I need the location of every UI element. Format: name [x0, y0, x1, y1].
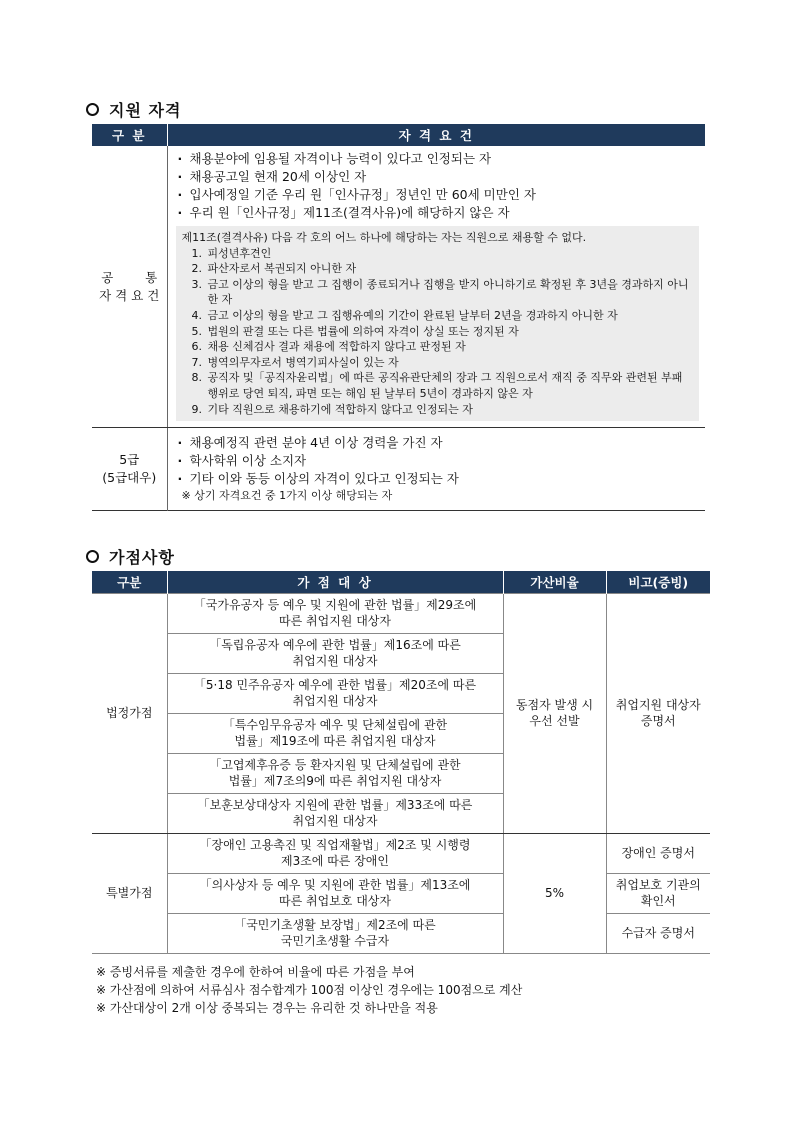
table-row	[92, 833, 710, 873]
list-item: 5. 법원의 판결 또는 다른 법률에 의하여 자격이 상실 또는 정지된 자	[191, 324, 519, 338]
special-target-cell: 「의사상자 등 예우 및 지원에 관한 법률」제13조에 따른 취업보호 대상자	[167, 873, 503, 913]
common-bullet-list	[176, 150, 700, 222]
bonus-header-row	[92, 571, 710, 593]
legal-target-cell: 「5·18 민주유공자 예우에 관한 법률」제20조에 따른 취업지원 대상자	[167, 673, 503, 713]
list-item: 1. 피성년후견인	[191, 246, 272, 260]
list-item: 6. 채용 신체검사 결과 채용에 적합하지 않다고 판정된 자	[191, 340, 466, 354]
legal-target-cell: 「고엽제후유증 등 환자지원 및 단체설립에 관한 법률」제7조의9에 따른 취업지원 대상자	[167, 753, 503, 793]
special-rate-cell: 5%	[503, 833, 606, 953]
grade5-requirements-row	[92, 428, 705, 511]
section-title-text: 가점사항	[109, 548, 175, 567]
list-item: · 기타 이와 동등 이상의 자격이 있다고 인정되는 자	[176, 470, 700, 488]
table-row	[92, 873, 710, 913]
legal-target-cell: 「특수임무유공자 예우 및 단체설립에 관한 법률」제19조에 따른 취업지원 대상자	[167, 713, 503, 753]
section-title-eligibility	[86, 98, 181, 121]
list-item: · 학사학위 이상 소지자	[176, 452, 700, 470]
legal-proof-cell: 취업지원 대상자 증명서	[606, 593, 710, 833]
special-target-cell: 「국민기초생활 보장법」제2조에 따른 국민기초생활 수급자	[167, 913, 503, 953]
header-target: 가 점 대 상	[167, 571, 503, 593]
list-item: · 우리 원「인사규정」제11조(결격사유)에 해당하지 않은 자	[176, 204, 700, 222]
header-category: 구분	[92, 571, 167, 593]
common-requirements-cell	[167, 146, 705, 428]
disqualification-article-box	[176, 226, 700, 421]
header-requirements: 자 격 요 건	[167, 124, 705, 146]
grade5-category-cell: 5급 (5급대우)	[92, 428, 167, 511]
grade5-bullet-list	[176, 434, 700, 488]
list-item: 3. 금고 이상의 형을 받고 그 집행이 종료되거나 집행을 받지 아니하기로 확정된 후 3년을 경과하지 아니한 자	[191, 277, 689, 307]
list-item: · 채용분야에 임용될 자격이나 능력이 있다고 인정되는 자	[176, 150, 700, 168]
legal-target-cell: 「독립유공자 예우에 관한 법률」제16조에 따른 취업지원 대상자	[167, 633, 503, 673]
list-item: · 입사예정일 기준 우리 원「인사규정」정년인 만 60세 미만인 자	[176, 186, 700, 204]
section-title-text: 지원 자격	[109, 101, 182, 120]
special-proof-cell: 취업보호 기관의 확인서	[606, 873, 710, 913]
list-item: · 채용공고일 현재 20세 이상인 자	[176, 168, 700, 186]
list-item: 9. 기타 직원으로 채용하기에 적합하지 않다고 인정되는 자	[191, 402, 473, 416]
list-item: 8. 공직자 및「공직자윤리법」에 따른 공직유관단체의 장과 그 직원으로서 재직 중 직무와 관련된 부패 행위로 당연 퇴직, 파면 또는 해임 된 날부터 5년이 경과하지 않은 자	[191, 371, 683, 400]
common-category-cell: 공 통 자 격 요 건	[92, 146, 167, 428]
bonus-footnotes	[96, 963, 522, 1017]
article-item-list	[182, 246, 692, 418]
footnote: ※ 가산대상이 2개 이상 중복되는 경우는 유리한 것 하나만을 적용	[96, 1001, 438, 1015]
list-item: 2. 파산자로서 복권되지 아니한 자	[191, 262, 357, 276]
legal-rate-cell: 동점자 발생 시 우선 선발	[503, 593, 606, 833]
special-category-cell: 특별가점	[92, 833, 167, 953]
circle-bullet-icon	[86, 550, 99, 563]
special-target-cell: 「장애인 고용촉진 및 직업재활법」제2조 및 시행령 제3조에 따른 장애인	[167, 833, 503, 873]
legal-target-cell: 「국가유공자 등 예우 및 지원에 관한 법률」제29조에 따른 취업지원 대상자	[167, 593, 503, 633]
table-row	[92, 593, 710, 633]
header-rate: 가산비율	[503, 571, 606, 593]
section-title-bonus	[86, 545, 175, 568]
special-proof-cell: 수급자 증명서	[606, 913, 710, 953]
footnote: ※ 증빙서류를 제출한 경우에 한하여 비율에 따른 가점을 부여	[96, 965, 415, 979]
footnote: ※ 가산점에 의하여 서류심사 점수합계가 100점 이상인 경우에는 100점으로 계산	[96, 983, 523, 997]
article-intro: 제11조(결격사유) 다음 각 호의 어느 하나에 해당하는 자는 직원으로 채용할 수 없다.	[181, 231, 587, 244]
circle-bullet-icon	[86, 103, 99, 116]
bonus-points-table	[92, 571, 710, 954]
header-proof: 비고(증빙)	[606, 571, 710, 593]
special-proof-cell: 장애인 증명서	[606, 833, 710, 873]
eligibility-table	[92, 124, 705, 511]
header-category: 구 분	[92, 124, 167, 146]
legal-target-cell: 「보훈보상대상자 지원에 관한 법률」제33조에 따른 취업지원 대상자	[167, 793, 503, 833]
legal-category-cell: 법정가점	[92, 593, 167, 833]
list-item: · 채용예정직 관련 분야 4년 이상 경력을 가진 자	[176, 434, 700, 452]
list-item: 4. 금고 이상의 형을 받고 그 집행유예의 기간이 완료된 날부터 2년을 경과하지 아니한 자	[191, 308, 618, 322]
list-item: 7. 병역의무자로서 병역기피사실이 있는 자	[191, 355, 399, 369]
common-requirements-row	[92, 146, 705, 428]
table-row	[92, 913, 710, 953]
grade5-requirements-cell	[167, 428, 705, 511]
grade5-note: ※ 상기 자격요건 중 1가지 이상 해당되는 자	[181, 489, 393, 503]
eligibility-header-row	[92, 124, 705, 146]
